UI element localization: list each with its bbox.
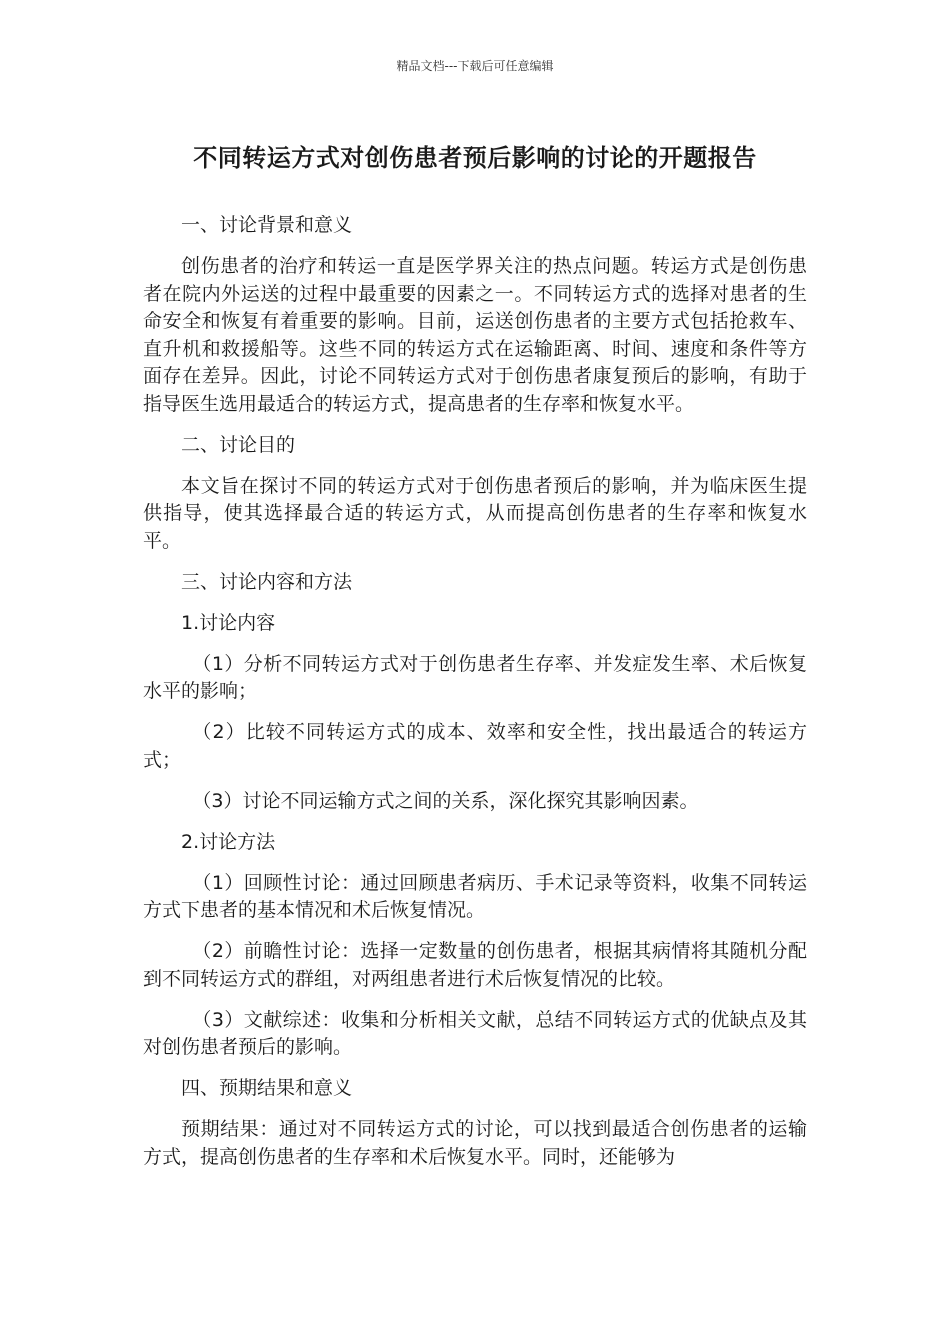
method-item-2: （2）前瞻性讨论：选择一定数量的创伤患者，根据其病情将其随机分配到不同转运方式的群组，对两组患者进行术后恢复情况的比较。 xyxy=(143,940,807,990)
method-item-1: （1）回顾性讨论：通过回顾患者病历、手术记录等资料，收集不同转运方式下患者的基本情况和术后恢复情况。 xyxy=(143,871,807,921)
subheading-method: 2.讨论方法 xyxy=(181,830,276,853)
content-item-3: （3）讨论不同运输方式之间的关系，深化探究其影响因素。 xyxy=(192,789,699,812)
document-title: 不同转运方式对创伤患者预后影响的讨论的开题报告 xyxy=(193,144,757,172)
document-body xyxy=(143,212,807,1185)
section-heading-content-method: 三、讨论内容和方法 xyxy=(181,570,353,593)
paragraph-background: 创伤患者的治疗和转运一直是医学界关注的热点问题。转运方式是创伤患者在院内外运送的过程中最重要的因素之一。不同转运方式的选择对患者的生命安全和恢复有着重要的影响。目前，运送创伤患者的主要方式包括抢救车、直升机和救援船等。这些不同的转运方式在运输距离、时间、速度和条件等方面存在差异。因此，讨论不同转运方式对于创伤患者康复预后的影响，有助于指导医生选用最适合的转运方式，提高患者的生存率和恢复水平。 xyxy=(143,255,807,415)
paragraph-expected-results: 预期结果：通过对不同转运方式的讨论，可以找到最适合创伤患者的运输方式，提高创伤患者的生存率和术后恢复水平。同时，还能够为 xyxy=(143,1118,807,1168)
section-heading-background: 一、讨论背景和意义 xyxy=(181,214,353,236)
section-heading-purpose: 二、讨论目的 xyxy=(181,433,296,456)
header-note: 精品文档---下载后可任意编辑 xyxy=(396,59,554,73)
content-item-1: （1）分析不同转运方式对于创伤患者生存率、并发症发生率、术后恢复水平的影响； xyxy=(143,652,807,702)
paragraph-purpose: 本文旨在探讨不同的转运方式对于创伤患者预后的影响，并为临床医生提供指导，使其选择最合适的转运方式，从而提高创伤患者的生存率和恢复水平。 xyxy=(143,474,807,552)
method-item-3: （3）文献综述：收集和分析相关文献，总结不同转运方式的优缺点及其对创伤患者预后的影响。 xyxy=(143,1008,807,1058)
content-item-2: （2）比较不同转运方式的成本、效率和安全性，找出最适合的转运方式； xyxy=(143,721,807,771)
section-heading-expected-results: 四、预期结果和意义 xyxy=(181,1077,353,1099)
subheading-content: 1.讨论内容 xyxy=(181,611,276,634)
